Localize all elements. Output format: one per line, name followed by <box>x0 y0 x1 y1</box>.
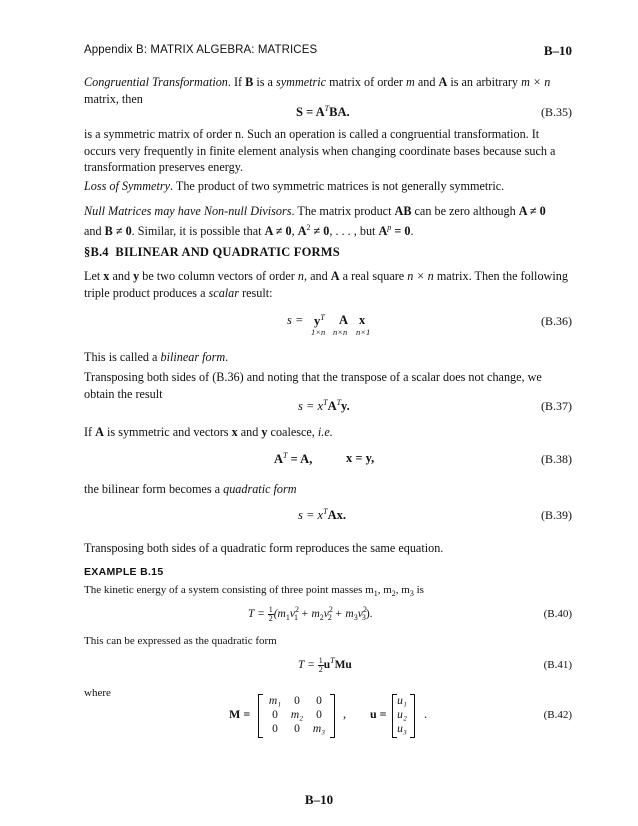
eq-superscript: T <box>324 104 330 113</box>
vector-cell: u₂ <box>397 709 407 721</box>
matrix-cell: 0 <box>316 709 322 721</box>
equation-number-b42: (B.42) <box>543 709 572 721</box>
section-heading <box>84 245 340 260</box>
symbol-A: A <box>330 269 340 283</box>
term-bilinear-form: bilinear form <box>160 350 226 364</box>
equation-number-b39: (B.39) <box>541 508 572 522</box>
equation-number-b40: (B.40) <box>543 608 572 620</box>
symbol-A: A <box>438 75 448 89</box>
subscript: 1 <box>373 589 378 598</box>
text: , m <box>395 584 410 596</box>
dim-label: n×1 <box>356 327 371 337</box>
intro-paragraph <box>84 268 574 301</box>
eq-part: v <box>357 608 363 620</box>
denominator: 2 <box>268 613 273 623</box>
matrix-cell: 0 <box>294 723 300 735</box>
matrix-cell: m₂ <box>290 709 304 721</box>
eq-lhs: T = <box>248 608 265 620</box>
matrix-cell: 0 <box>272 723 278 735</box>
text: and <box>84 223 105 238</box>
transpose-quadratic-paragraph: Transposing both sides of a quadratic form reproduces the same equation. <box>84 541 444 555</box>
period: . <box>424 707 428 721</box>
equation-number-b36: (B.36) <box>541 314 572 328</box>
eq-superscript: T <box>323 398 328 407</box>
section-number: §B.4 <box>84 245 109 259</box>
text: , and <box>304 269 331 283</box>
subscript: 1 <box>285 613 290 622</box>
becomes-paragraph <box>84 481 574 498</box>
matrix-cell: 0 <box>316 695 322 707</box>
text: the bilinear form becomes a <box>84 482 224 496</box>
text: and <box>237 425 262 439</box>
symbol-AB: AB <box>394 204 412 218</box>
text: , . . . , but <box>329 223 379 238</box>
symbol-a-ne-0: A ≠ 0 <box>518 204 546 218</box>
symbol-A: A <box>327 399 337 413</box>
symbol-m: m <box>405 75 415 89</box>
eq-superscript: T <box>283 451 288 460</box>
congruential-title: Congruential Transformation <box>84 75 228 89</box>
null-title: Null Matrices may have Non-null Divisors <box>84 204 292 218</box>
symbol-A: A <box>297 223 307 238</box>
loss-of-symmetry-paragraph <box>84 178 574 195</box>
text: Transposing both sides of (B.36) and noting that the transpose of a scalar does not change, we <box>84 370 542 384</box>
eq-part: + m <box>297 608 320 620</box>
eq-lhs: s = <box>287 313 304 327</box>
text: . The product of two symmetric matrices is not generally symmetric. <box>170 179 505 193</box>
text: . <box>225 350 229 364</box>
eq-part: (m <box>273 608 286 620</box>
equation-b38-part2: x = y, <box>346 451 375 465</box>
matrix-cell: m₃ <box>312 723 326 735</box>
text: matrix, then <box>84 91 143 106</box>
dim-label: 1×n <box>311 327 326 337</box>
symbol-A: A <box>95 425 104 439</box>
text: . The matrix product <box>291 204 395 218</box>
text: can be zero although <box>411 204 519 218</box>
text: is a <box>253 75 276 89</box>
eq-superscript: T <box>336 398 342 407</box>
subscript: 2 <box>319 613 324 622</box>
text: . <box>410 223 414 238</box>
superscript: 2 <box>362 605 367 614</box>
text: obtain the result <box>84 386 163 401</box>
equation-number-b38: (B.38) <box>541 452 572 466</box>
text: is symmetric and vectors <box>103 425 232 439</box>
equation-b40 <box>248 605 373 623</box>
example-label: EXAMPLE B.15 <box>84 566 164 578</box>
text: and <box>109 269 134 283</box>
text: and <box>414 75 439 89</box>
term-symmetric: symmetric <box>276 75 327 89</box>
equation-b35 <box>296 104 350 120</box>
symbol-u: u = <box>370 707 387 721</box>
symbol-B: B <box>245 75 254 89</box>
superscript: 2 <box>306 222 311 232</box>
equation-number-b37: (B.37) <box>541 399 572 413</box>
eq-rhs: BA. <box>329 105 350 119</box>
symbol-x: x <box>231 425 238 439</box>
equation-b41 <box>298 656 352 674</box>
superscript: 2 <box>328 605 333 614</box>
eq-superscript: T <box>323 507 328 516</box>
eq-superscript: T <box>320 313 325 322</box>
text: result: <box>239 285 273 300</box>
symbol-x: x <box>359 313 366 327</box>
eq-rhs: Mu <box>334 659 352 671</box>
subscript: 3 <box>361 613 366 622</box>
symbol-M: M = <box>229 707 251 721</box>
superscript: 2 <box>294 605 299 614</box>
text: Let <box>84 269 104 283</box>
symbol-b-ne-0: B ≠ 0 <box>104 223 132 238</box>
symbol-nxn: n × n <box>407 269 434 283</box>
eq-rhs: Ax. <box>327 508 346 522</box>
matrix-cell: m₁ <box>268 695 282 707</box>
page-footer: B–10 <box>304 792 334 807</box>
subscript: 3 <box>409 589 414 598</box>
symbol-ne-0: ≠ 0 <box>310 223 330 238</box>
eq-part: v <box>323 608 329 620</box>
text: , <box>291 223 298 238</box>
symbol-A: A <box>378 223 388 238</box>
null-matrices-paragraph <box>84 203 574 239</box>
loss-title: Loss of Symmetry <box>84 179 170 193</box>
symbol-eq-0: = 0 <box>391 223 411 238</box>
eq-part: + m <box>331 608 354 620</box>
term-ie: i.e. <box>317 425 333 439</box>
comma: , <box>343 707 347 721</box>
text: be two column vectors of order <box>139 269 298 283</box>
symbol-x: x <box>103 269 110 283</box>
text: . If <box>227 75 246 89</box>
symbol-n: n <box>297 269 305 283</box>
text: a real square <box>339 269 408 283</box>
text: is an arbitrary <box>447 75 522 89</box>
equation-b37 <box>298 398 350 414</box>
text: is <box>413 584 424 596</box>
eq-lhs: T = <box>298 659 315 671</box>
equation-number-b35: (B.35) <box>541 105 572 119</box>
equation-b39 <box>298 507 346 523</box>
text: matrix. Then the following <box>433 269 568 283</box>
text: , m <box>377 584 392 596</box>
symbol-y: y <box>314 314 321 328</box>
eq-part: ). <box>365 608 373 620</box>
superscript: T <box>330 656 335 665</box>
text: If <box>84 425 96 439</box>
page-number-header: B–10 <box>543 43 572 58</box>
subscript: 2 <box>391 589 396 598</box>
example-text <box>84 583 574 601</box>
denominator: 2 <box>318 664 323 674</box>
subscript: 1 <box>293 613 298 622</box>
eq-lhs: s = x <box>298 399 324 413</box>
symbol-mxn: m × n <box>521 75 551 89</box>
section-title: BILINEAR AND QUADRATIC FORMS <box>115 245 340 259</box>
term-quadratic-form: quadratic form <box>223 482 297 496</box>
symbol-A: A <box>339 313 349 327</box>
quadratic-form-text: This can be expressed as the quadratic form <box>84 635 277 647</box>
symbol-u: u <box>323 659 331 671</box>
dim-label: n×n <box>333 327 348 337</box>
matrix-cell: 0 <box>294 695 300 707</box>
text: This is called a <box>84 350 161 364</box>
eq-rhs: y. <box>341 399 350 413</box>
if-symmetric-paragraph <box>84 424 574 441</box>
symbol-y: y <box>261 425 268 439</box>
congruential-paragraph <box>84 74 574 107</box>
equation-number-b41: (B.41) <box>543 659 572 671</box>
symbol-a-ne-0: A ≠ 0 <box>264 223 292 238</box>
text: The kinetic energy of a system consisting of three point masses m <box>84 584 374 596</box>
term-scalar: scalar <box>208 285 240 300</box>
subscript: 3 <box>353 613 358 622</box>
text: . Similar, it is possible that <box>131 223 265 238</box>
eq-lhs: S = A <box>296 105 325 119</box>
vector-cell: u₃ <box>397 723 407 735</box>
matrix-cell: 0 <box>272 709 278 721</box>
eq-part: = A, <box>287 452 313 466</box>
paragraph-congruential-desc: is a symmetric matrix of order n. Such an operation is called a congruential transformation. It occurs very frequently in finite element analysis when changing coordinate bases because such a transformation preserves energy. <box>84 127 556 174</box>
text: coalesce, <box>267 425 318 439</box>
text: matrix of order <box>326 75 406 89</box>
where-text: where <box>84 687 111 699</box>
symbol-A: A <box>274 452 284 466</box>
numerator: 1 <box>268 604 273 614</box>
eq-lhs: s = x <box>298 508 324 522</box>
bilinear-paragraph <box>84 349 574 366</box>
text: triple product produces a <box>84 285 209 300</box>
equation-b38 <box>274 451 312 467</box>
subscript: 2 <box>327 613 332 622</box>
vector-cell: u₁ <box>397 695 407 707</box>
numerator: 1 <box>318 655 323 665</box>
symbol-y: y <box>133 269 140 283</box>
running-header: Appendix B: MATRIX ALGEBRA: MATRICES <box>84 44 318 56</box>
superscript: p <box>387 222 392 232</box>
eq-part: v <box>289 608 295 620</box>
